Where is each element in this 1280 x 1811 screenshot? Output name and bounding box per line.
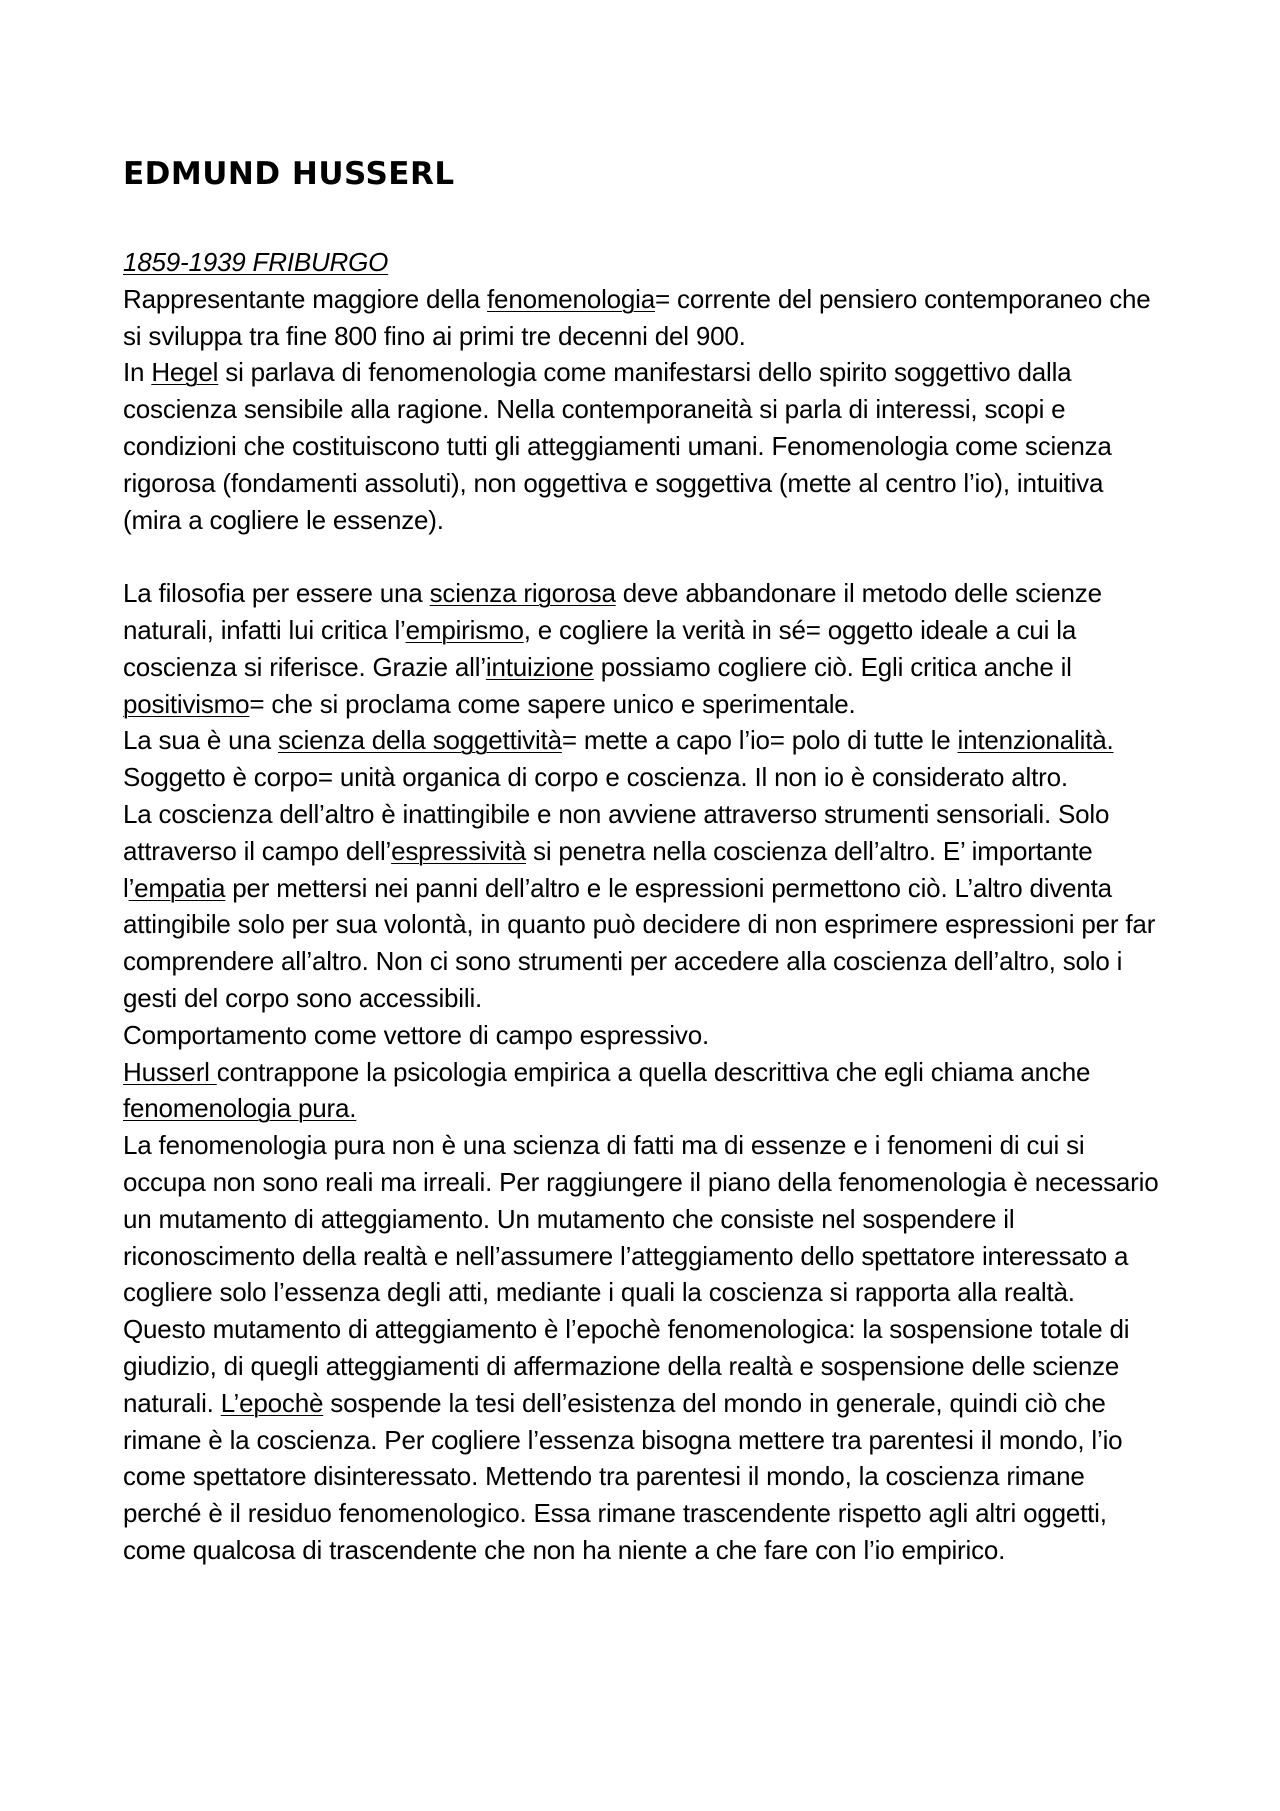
underlined-term-epoche: L’epochè	[220, 1387, 324, 1418]
underlined-term-positivismo: positivismo	[123, 688, 250, 719]
paragraph-husserl	[123, 1054, 1163, 1128]
paragraph-hegel	[123, 354, 1163, 538]
underlined-term-fenomenologia: fenomenologia	[487, 283, 656, 314]
text-run: , e cogliere la verità in sé= oggetto ideale a cui la coscienza si riferisce. Grazie all’	[123, 614, 1077, 682]
dates-location: 1859-1939 FRIBURGO	[123, 247, 389, 277]
text-run: In	[123, 357, 152, 388]
paragraph-dates	[123, 244, 1163, 281]
underlined-term-husserl: Husserl	[123, 1056, 217, 1087]
paragraph-fenomenologia-pura	[123, 1127, 1163, 1569]
text-run: deve abbandonare il metodo delle scienze naturali, infatti lui critica l’	[123, 578, 1102, 645]
underlined-term-scienza-soggettivita: scienza della soggettività	[277, 725, 562, 756]
underlined-term-empatia: ’empatia	[128, 872, 226, 903]
underlined-term-espressivita: espressività	[391, 835, 526, 866]
text-run: La sua è una	[123, 725, 278, 756]
document-title: EDMUND HUSSERL	[123, 156, 455, 192]
underlined-term-scienza-rigorosa: scienza rigorosa	[429, 578, 616, 609]
underlined-term-empirismo: empirismo	[405, 614, 524, 645]
text-run: La filosofia per essere una	[123, 578, 430, 609]
paragraph-spacer	[123, 538, 1163, 575]
text-run: Rappresentante maggiore della	[123, 283, 488, 314]
underlined-term-hegel: Hegel	[151, 357, 219, 388]
text-run: La coscienza dell’altro è inattingibile e non avviene attraverso strumenti sensoriali. Solo attraverso il campo dell’	[123, 798, 1110, 866]
document-body	[123, 152, 1163, 1569]
text-run: per mettersi nei panni dell’altro e le espressioni permettono ciò. L’altro diventa attingibile solo per sua volontà, in quanto può decidere di non esprimere espressioni per far comprendere all’altro. Non ci sono strumenti per accedere alla coscienza dell’altro, solo i gesti del corpo sono accessibili.	[123, 872, 1156, 1013]
text-run: La fenomenologia pura non è una scienza di fatti ma di essenze e i fenomeni di cui si occupa non sono reali ma irreali. Per raggiungere il piano della fenomenologia è necessario un mutamento di atteggiamento. Un mutamento che consiste nel sospendere il riconoscimento della realtà e nell’assumere l’atteggiamento dello spettatore interessato a cogliere solo l’essenza degli atti, mediante i quali la coscienza si rapporta alla realtà. Questo mutamento di atteggiamento è l’epochè fenomenologica: la sospensione totale di giudizio, di quegli atteggiamenti di affermazione della realtà e sospensione delle scienze naturali.	[123, 1130, 1159, 1418]
text-run: = mette a capo l’io= polo di tutte le	[561, 725, 958, 756]
paragraph-coscienza-altro	[123, 796, 1163, 1017]
text-run: sospende la tesi dell’esistenza del mondo in generale, quindi ciò che rimane è la coscienza. Per cogliere l’essenza bisogna mettere tra parentesi il mondo, l’io come spettatore disinteressato. Mettendo tra parentesi il mondo, la coscienza rimane perché è il residuo fenomenologico. Essa rimane trascendente rispetto agli altri oggetti, come qualcosa di trascendente che non ha niente a che fare con l’io empirico.	[123, 1387, 1123, 1565]
underlined-term-intuizione: intuizione	[485, 651, 594, 682]
text-run: si parlava di fenomenologia come manifestarsi dello spirito soggettivo dalla coscienza sensibile alla ragione. Nella contemporaneità si parla di interessi, scopi e condizioni che costituiscono tutti gli atteggiamenti umani. Fenomenologia come scienza rigorosa (fondamenti assoluti), non oggettiva e soggettiva (mette al centro l’io), intuitiva (mira a cogliere le essenze).	[123, 357, 1112, 535]
text-run: Comportamento come vettore di campo espressivo.	[123, 1019, 709, 1050]
text-run: = corrente del pensiero contemporaneo che si sviluppa tra fine 800 fino ai primi tre decenni del 900.	[123, 283, 1151, 351]
text-run: si penetra nella coscienza dell’altro. E’ importante l	[123, 835, 1093, 903]
paragraph-soggetto-corpo	[123, 759, 1163, 796]
text-run: possiamo cogliere ciò. Egli critica anche il	[593, 651, 1072, 682]
paragraph-comportamento	[123, 1017, 1163, 1054]
text-run: contrappone la psicologia empirica a quella descrittiva che egli chiama anche	[216, 1056, 1091, 1087]
text-run: Soggetto è corpo= unità organica di corpo e coscienza. Il non io è considerato altro.	[123, 762, 1068, 793]
paragraph-soggettivita	[123, 722, 1163, 759]
underlined-term-intenzionalita: intenzionalità.	[957, 725, 1114, 756]
text-run: = che si proclama come sapere unico e sperimentale.	[249, 688, 856, 719]
paragraph-intro	[123, 281, 1163, 355]
underlined-term-fenomenologia-pura: fenomenologia pura.	[123, 1093, 357, 1124]
paragraph-scienza-rigorosa	[123, 575, 1163, 722]
